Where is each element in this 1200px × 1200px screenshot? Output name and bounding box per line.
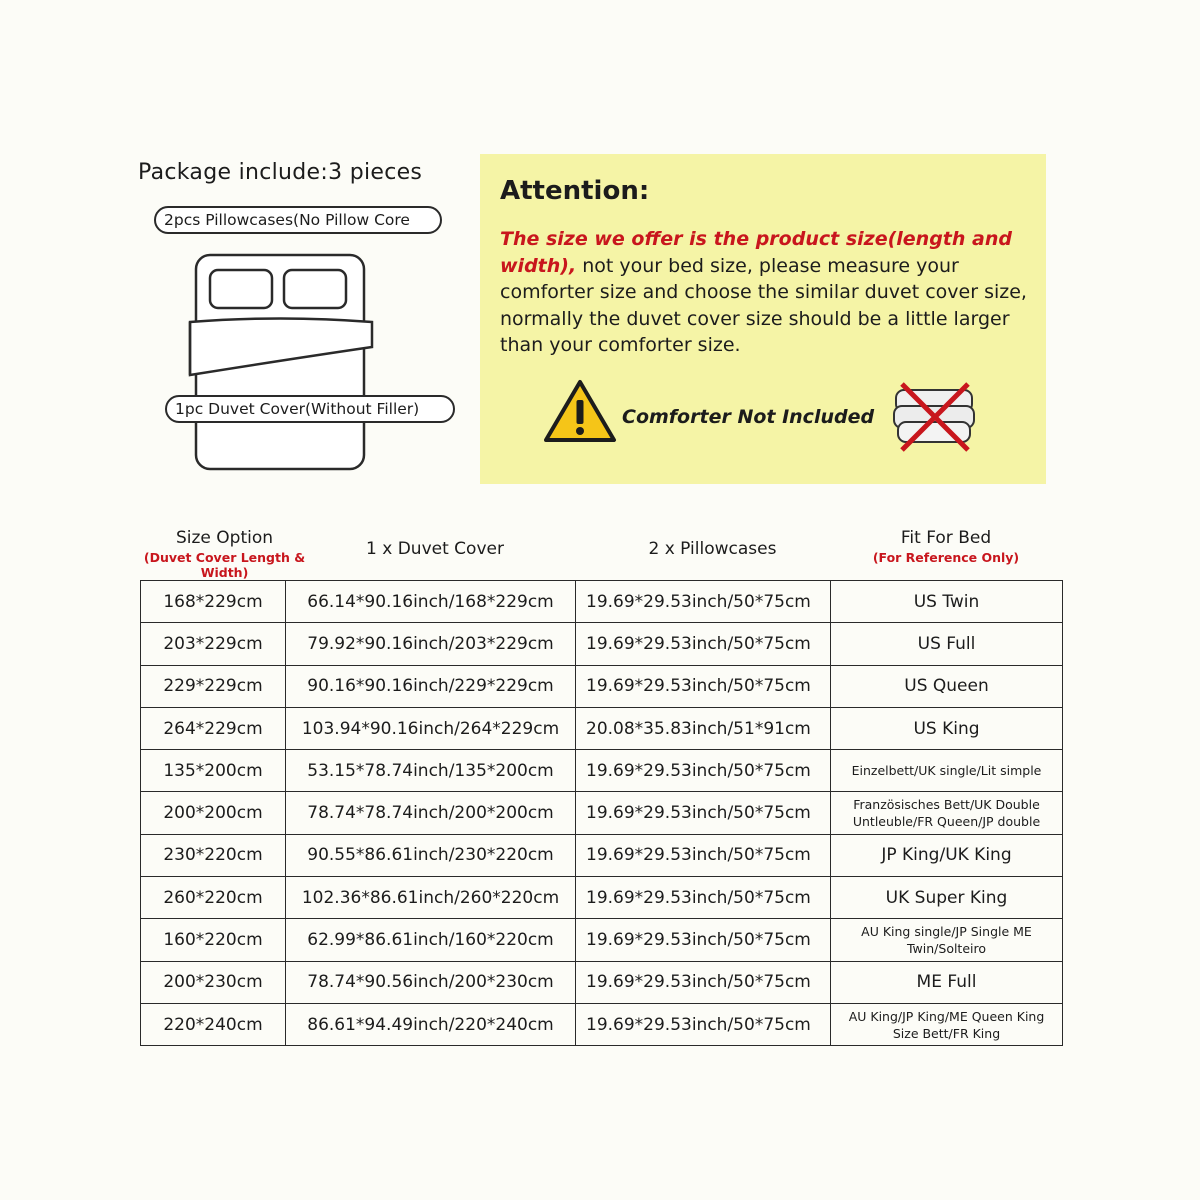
header-label: 1 x Duvet Cover [366, 539, 504, 559]
duvet-cell: 66.14*90.16inch/168*229cm [286, 581, 576, 623]
table-row [141, 834, 1063, 876]
header-sub: (For Reference Only) [872, 550, 1020, 565]
bed-fit-cell: ME Full [831, 961, 1063, 1003]
pillowcase-cell: 19.69*29.53inch/50*75cm [576, 834, 831, 876]
duvet-cell: 86.61*94.49inch/220*240cm [286, 1003, 576, 1045]
size-cell: 220*240cm [141, 1003, 286, 1045]
table-row [141, 792, 1063, 834]
size-cell: 229*229cm [141, 665, 286, 707]
bed-fit-cell: Französisches Bett/UK Double Untleuble/FR Queen/JP double [831, 792, 1063, 834]
header-duvet-cover [330, 539, 540, 559]
table-row [141, 623, 1063, 665]
duvet-cell: 78.74*90.56inch/200*230cm [286, 961, 576, 1003]
bed-fit-cell: Einzelbett/UK single/Lit simple [831, 750, 1063, 792]
table-row [141, 877, 1063, 919]
header-sub: (Duvet Cover Length & Width) [143, 550, 306, 580]
size-cell: 264*229cm [141, 707, 286, 749]
bed-fit-cell: UK Super King [831, 877, 1063, 919]
duvet-cell: 90.16*90.16inch/229*229cm [286, 665, 576, 707]
header-label: Fit For Bed [900, 528, 992, 548]
pillowcase-cell: 19.69*29.53inch/50*75cm [576, 1003, 831, 1045]
attention-title: Attention: [500, 176, 650, 206]
duvet-cell: 102.36*86.61inch/260*220cm [286, 877, 576, 919]
duvet-cell: 78.74*78.74inch/200*200cm [286, 792, 576, 834]
bed-fit-cell: US King [831, 707, 1063, 749]
pillowcase-cell: 19.69*29.53inch/50*75cm [576, 877, 831, 919]
attention-highlight: The size we offer is the product size(length and width), [500, 228, 1012, 277]
bed-illustration [180, 225, 380, 475]
size-cell: 260*220cm [141, 877, 286, 919]
size-cell: 200*230cm [141, 961, 286, 1003]
bed-fit-cell: US Twin [831, 581, 1063, 623]
pillowcase-callout: 2pcs Pillowcases(No Pillow Core [154, 206, 442, 234]
table-row [141, 750, 1063, 792]
warning-icon [542, 376, 618, 446]
table-row [141, 707, 1063, 749]
duvet-cell: 53.15*78.74inch/135*200cm [286, 750, 576, 792]
size-cell: 168*229cm [141, 581, 286, 623]
header-label: 2 x Pillowcases [648, 539, 777, 559]
bed-fit-cell: US Queen [831, 665, 1063, 707]
duvet-cell: 79.92*90.16inch/203*229cm [286, 623, 576, 665]
pillowcase-cell: 19.69*29.53inch/50*75cm [576, 665, 831, 707]
pillowcase-cell: 19.69*29.53inch/50*75cm [576, 581, 831, 623]
bed-fit-cell: AU King single/JP Single ME Twin/Solteiro [831, 919, 1063, 961]
header-fit-for-bed [860, 528, 1032, 565]
pillowcase-cell: 19.69*29.53inch/50*75cm [576, 750, 831, 792]
table-row [141, 961, 1063, 1003]
attention-text: not your bed size, please measure your comforter size and choose the similar duvet cover size, normally the duvet cover size should be a little larger than your comforter size. [500, 254, 1027, 356]
duvet-cell: 90.55*86.61inch/230*220cm [286, 834, 576, 876]
table-row [141, 581, 1063, 623]
bed-fit-cell: US Full [831, 623, 1063, 665]
bed-fit-cell: AU King/JP King/ME Queen King Size Bett/FR King [831, 1003, 1063, 1045]
table-row [141, 1003, 1063, 1045]
duvet-cell: 103.94*90.16inch/264*229cm [286, 707, 576, 749]
comforter-not-included-label: Comforter Not Included [622, 406, 875, 428]
pillowcase-cell: 19.69*29.53inch/50*75cm [576, 919, 831, 961]
header-label: Size Option [175, 528, 274, 548]
size-cell: 135*200cm [141, 750, 286, 792]
duvet-cell: 62.99*86.61inch/160*220cm [286, 919, 576, 961]
table-row [141, 665, 1063, 707]
size-cell: 160*220cm [141, 919, 286, 961]
size-table [140, 580, 1063, 1046]
table-row [141, 919, 1063, 961]
size-cell: 230*220cm [141, 834, 286, 876]
size-cell: 200*200cm [141, 792, 286, 834]
pillowcase-cell: 19.69*29.53inch/50*75cm [576, 961, 831, 1003]
comforter-crossed-icon [890, 376, 980, 456]
package-title: Package include:3 pieces [138, 160, 423, 185]
header-pillowcases [600, 539, 825, 559]
pillowcase-cell: 19.69*29.53inch/50*75cm [576, 792, 831, 834]
header-size-option [122, 528, 327, 580]
size-cell: 203*229cm [141, 623, 286, 665]
duvet-callout: 1pc Duvet Cover(Without Filler) [165, 395, 455, 423]
pillowcase-cell: 20.08*35.83inch/51*91cm [576, 707, 831, 749]
pillowcase-cell: 19.69*29.53inch/50*75cm [576, 623, 831, 665]
attention-body [500, 226, 1035, 359]
attention-panel [480, 154, 1046, 484]
bed-fit-cell: JP King/UK King [831, 834, 1063, 876]
